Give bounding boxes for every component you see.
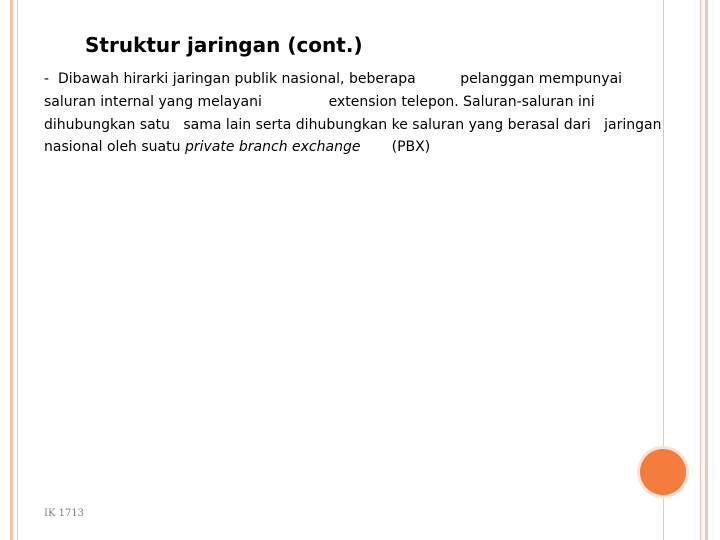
body-text-line-3: dihubungkan satu sama lain serta dihubungkan ke saluran yang berasal dari jaringan xyxy=(44,117,662,133)
body-text-line-4 xyxy=(44,138,430,156)
decorative-circle xyxy=(640,449,686,495)
body-text-italic-term: private branch exchange xyxy=(184,139,361,155)
body-text-line-2: saluran internal yang melayani extension telepon. Saluran-saluran ini xyxy=(44,94,595,110)
slide-title: Struktur jaringan (cont.) xyxy=(85,33,363,57)
slide-footer-code: IK 1713 xyxy=(44,508,85,519)
body-text-line-4-prefix: nasional oleh suatu xyxy=(44,139,185,155)
body-text-line-4-suffix: (PBX) xyxy=(360,139,431,155)
body-text-line-1: - Dibawah hirarki jaringan publik nasional, beberapa pelanggan mempunyai xyxy=(44,71,623,87)
